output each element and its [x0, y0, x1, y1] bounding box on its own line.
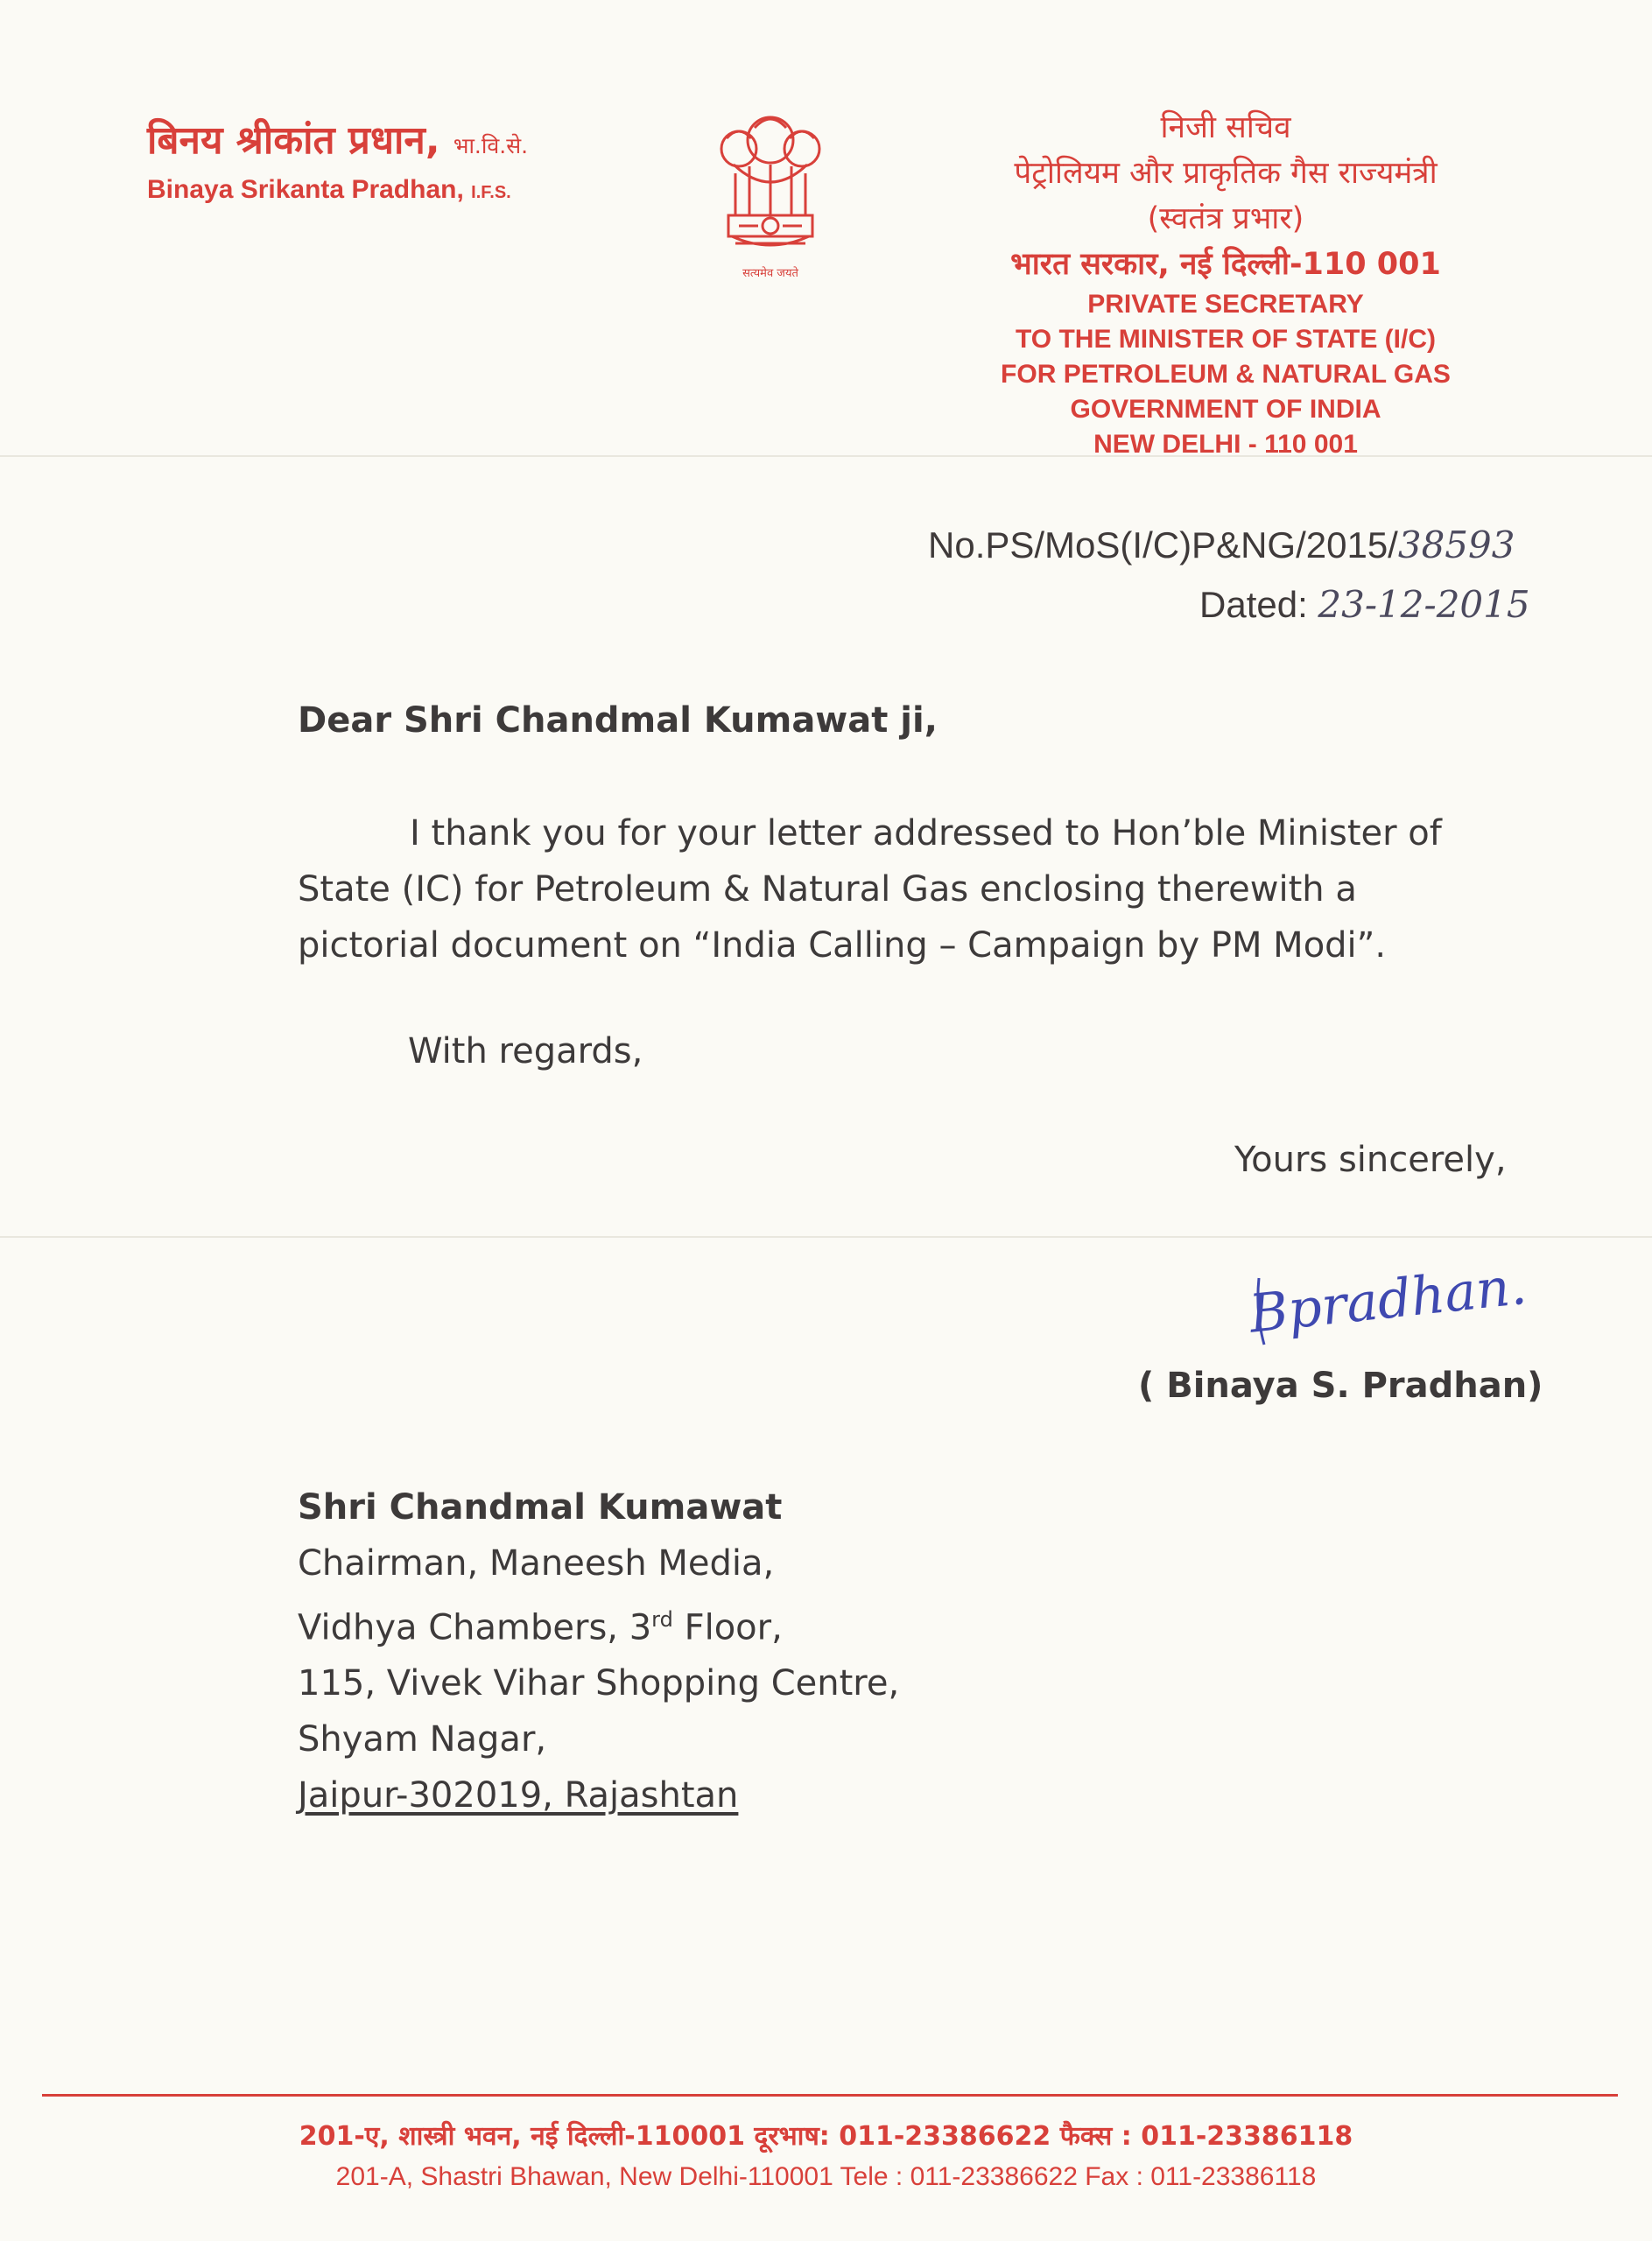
letter-date [1199, 583, 1530, 626]
recipient-name: Shri Chandmal Kumawat [298, 1487, 783, 1528]
paragraph-line: State (IC) for Petroleum & Natural Gas enclosing therewith a [298, 869, 1357, 910]
recipient-city-line: Jaipur-302019, Rajashtan [298, 1775, 739, 1816]
recipient-line: Shyam Nagar, [298, 1719, 547, 1760]
ordinal-suffix: rd [651, 1607, 673, 1632]
footer-divider [42, 2094, 1618, 2097]
sender-service-english: I.F.S. [471, 183, 511, 202]
designation-hindi-line: पेट्रोलियम और प्राकृतिक गैस राज्यमंत्री [1014, 156, 1438, 191]
reference-number-handwritten: 38593 [1397, 523, 1515, 566]
emblem-motto: सत्यमेव जयते [742, 267, 798, 280]
sender-name-hindi-text: बिनय श्रीकांत प्रधान, [147, 118, 440, 163]
reference-number-prefix: No.PS/MoS(I/C)P&NG/2015/ [928, 524, 1398, 566]
designation-english-line: TO THE MINISTER OF STATE (I/C) [1016, 325, 1436, 354]
recipient-line: Chairman, Maneesh Media, [298, 1543, 775, 1584]
closing-line: Yours sincerely, [1234, 1140, 1507, 1180]
designation-hindi-line: भारत सरकार, नई दिल्ली-110 001 [1010, 247, 1441, 282]
letter-body-paragraph [298, 805, 1523, 973]
designation-english-line: NEW DELHI - 110 001 [1093, 430, 1358, 459]
designation-hindi-line: निजी सचिव [1160, 110, 1291, 145]
designation-english-line: GOVERNMENT OF INDIA [1070, 395, 1381, 424]
recipient-line-text: Vidhya Chambers, 3 [298, 1607, 652, 1648]
designation-block [902, 105, 1550, 462]
regards-line: With regards, [408, 1031, 643, 1071]
handwritten-signature [1243, 1254, 1529, 1357]
date-handwritten: 23-12-2015 [1318, 583, 1530, 626]
footer-address [0, 2117, 1652, 2197]
sender-name-hindi [147, 112, 528, 165]
national-emblem-icon [709, 103, 832, 296]
recipient-address [298, 1479, 899, 1823]
svg-text:Bpradhan.: Bpradhan. [1246, 1254, 1529, 1345]
sender-service-hindi: भा.वि.से. [453, 133, 529, 158]
recipient-line-text: Floor, [672, 1607, 783, 1648]
reference-number [928, 523, 1515, 566]
recipient-line [298, 1591, 899, 1655]
paper-fold-line [0, 1236, 1652, 1238]
sender-name-english-text: Binaya Srikanta Pradhan, [147, 175, 464, 204]
designation-english-line: FOR PETROLEUM & NATURAL GAS [1001, 360, 1451, 389]
paragraph-line: pictorial document on “India Calling – Campaign by PM Modi”. [298, 925, 1387, 966]
paragraph-line: I thank you for your letter addressed to Hon’ble Minister of [410, 813, 1442, 854]
designation-hindi-line: (स्वतंत्र प्रभार) [1147, 201, 1304, 236]
recipient-line: 115, Vivek Vihar Shopping Centre, [298, 1663, 900, 1704]
designation-english-line: PRIVATE SECRETARY [1087, 290, 1364, 319]
sender-name-english [147, 175, 511, 205]
signatory-name: ( Binaya S. Pradhan) [1138, 1366, 1543, 1406]
footer-address-english: 201-A, Shastri Bhawan, New Delhi-110001 Tele : 011-23386622 Fax : 011-23386118 [335, 2162, 1317, 2191]
date-label: Dated: [1199, 584, 1308, 625]
footer-address-hindi: 201-ए, शास्त्री भवन, नई दिल्ली-110001 दूरभाष: 011-23386622 फैक्स : 011-23386118 [299, 2121, 1353, 2152]
salutation: Dear Shri Chandmal Kumawat ji, [298, 700, 938, 741]
